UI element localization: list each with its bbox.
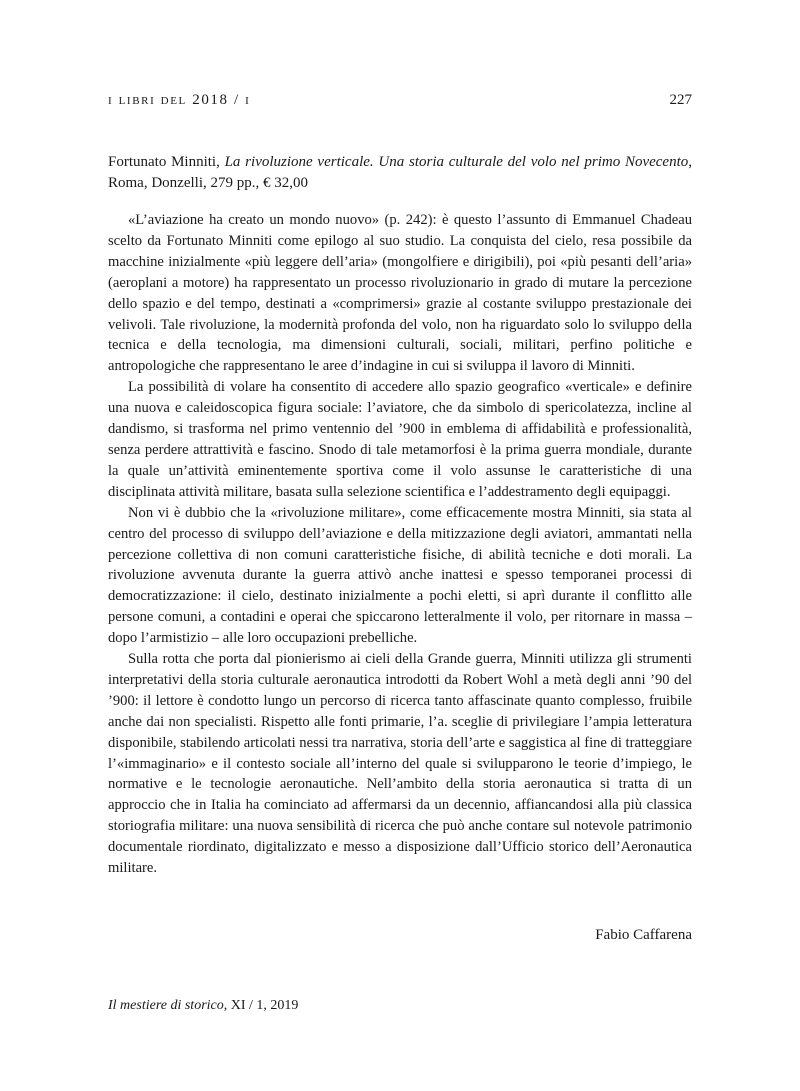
review-paragraph: Non vi è dubbio che la «rivoluzione militare», come efficacemente mostra Minniti, sia stata al centro del processo di sviluppo dell’aviazione e della mitizzazione degli aviatori, ammantati nella percezione collettiva di non comuni caratteristiche fisiche, di abilità tecniche e doti morali. La rivoluzione avvenuta durante la guerra attivò anche inattesi e spesso temporanei processi di democratizzazione: il cielo, destinato inizialmente a pochi eletti, si aprì durante il conflitto alle persone comuni, a contadini e operai che spiccarono letteralmente il volo, per ritornare in massa – dopo l’armistizio – alle loro occupazioni prebelliche. [108, 504, 692, 647]
review-paragraph: La possibilità di volare ha consentito di accedere allo spazio geografico «verticale» e definire una nuova e caleidoscopica figura sociale: l’aviatore, che da simbolo di spericolatezza, incline al dandismo, si trasforma nel primo ventennio del ’900 in emblema di affidabilità e professionalità, senza perdere attrattività e fascino. Snodo di tale metamorfosi è la prima guerra mondiale, durante la quale un’attività eminentemente sportiva come il volo assunse le caratteristiche di una disciplinata attività militare, basata sulla selezione scientifica e l’addestramento degli equipaggi. [108, 379, 692, 500]
running-head [108, 92, 692, 116]
page-number: 227 [669, 92, 692, 108]
citation-title: La rivoluzione verticale. Una storia culturale del volo nel primo Novecento [224, 154, 689, 170]
review-page [108, 0, 692, 1091]
section-heading: i libri del 2018 / i [108, 92, 251, 108]
citation-details: , Roma, Donzelli, 279 pp., € 32,00 [108, 154, 693, 191]
footer-issue: , XI / 1, 2019 [223, 998, 299, 1013]
review-author-signature: Fabio Caffarena [595, 927, 692, 943]
review-paragraph: «L’aviazione ha creato un mondo nuovo» (p. 242): è questo l’assunto di Emmanuel Chadeau scelto da Fortunato Minniti come epilogo al suo studio. La conquista del cielo, resa possibile da macchine inizialmente «più leggere dell’aria» (mongolfiere e dirigibili), poi «più pesanti dell’aria» (aeroplani a motore) ha rappresentato un processo rivoluzionario in grado di mutare la percezione dello spazio e del tempo, destinati a «comprimersi» grazie al costante sviluppo prestazionale dei velivoli. Tale rivoluzione, la modernità profonda del volo, non ha riguardato solo lo sviluppo della tecnica e della tecnologia, ma dimensioni culturali, sociali, militari, perfino politiche e antropologiche che rappresentano le aree d’indagine in cui si sviluppa il lavoro di Minniti. [108, 212, 692, 375]
page-footer [108, 998, 298, 1014]
citation-author: Fortunato Minniti, [108, 154, 225, 170]
footer-journal-title: Il mestiere di storico [108, 998, 224, 1013]
book-citation [108, 152, 692, 194]
review-paragraph: Sulla rotta che porta dal pionierismo ai cieli della Grande guerra, Minniti utilizza gli strumenti interpretativi della storia culturale aeronautica introdotti da Robert Wohl a metà degli anni ’90 del ’900: il lettore è condotto lungo un percorso di ricerca tanto affascinate quanto complesso, fruibile anche dai non specialisti. Rispetto alle fonti primarie, l’a. sceglie di privilegiare l’ampia letteratura disponibile, stabilendo articolati nessi tra narrativa, storia dell’arte e saggistica al fine di tratteggiare l’«immaginario» e il contesto sociale all’interno del quale si svilupparono le teorie d’impiego, le normative e le tecnologie aeronautiche. Nell’ambito della storia aeronautica si tratta di un approccio che in Italia ha cominciato ad affermarsi da un decennio, affiancandosi alla più classica storiografia militare: una nuova sensibilità di ricerca che può anche contare sul notevole patrimonio documentale riordinato, digitalizzato e messo a disposizione dall’Ufficio storico dell’Aeronautica militare. [108, 651, 692, 877]
review-body [108, 210, 692, 879]
